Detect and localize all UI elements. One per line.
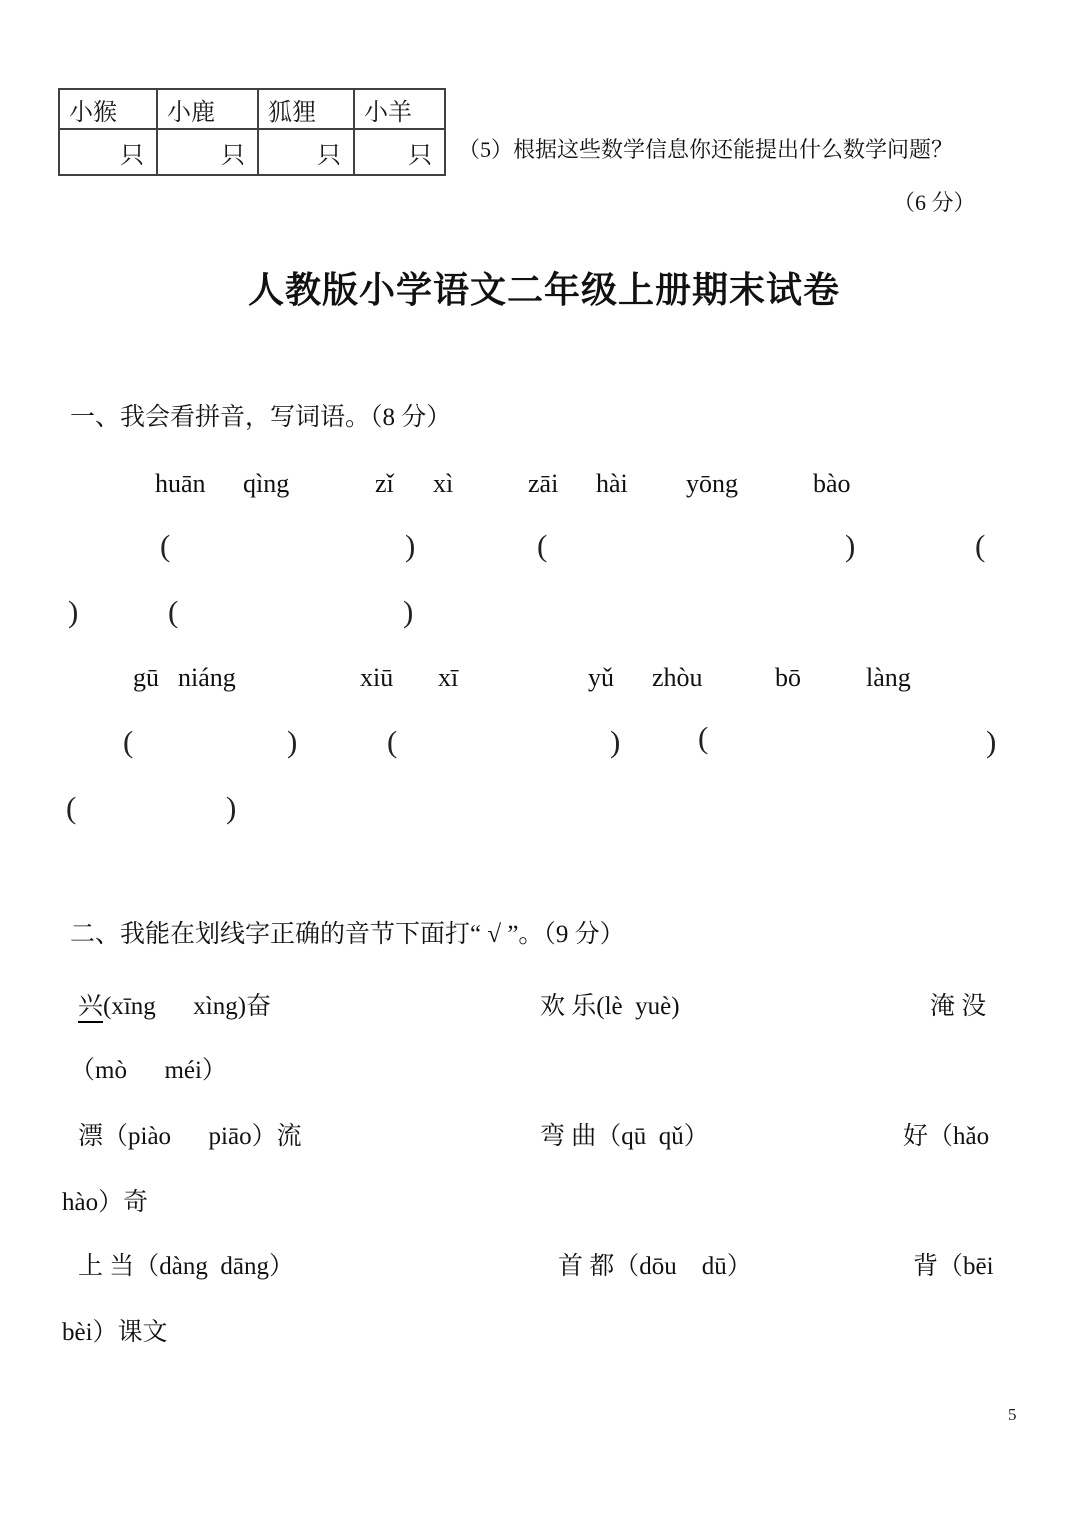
- question-5-score: （6 分）: [893, 190, 976, 215]
- choice-item: 上 当（dàng dāng）: [78, 1253, 294, 1280]
- pinyin-syllable: gū: [133, 663, 159, 692]
- answer-blank-paren: ): [403, 594, 414, 629]
- answer-blank-paren: (: [123, 724, 134, 759]
- unit-cell: 只: [59, 129, 157, 175]
- pinyin-syllable: yōng: [686, 469, 738, 498]
- answer-blank-paren: ): [405, 528, 416, 563]
- animal-count-table: [58, 88, 446, 176]
- section-2-heading: 二、我能在划线字正确的音节下面打“ √ ”。（9 分）: [70, 921, 625, 948]
- choice-item-rest: (xīng xìng)奋: [103, 993, 272, 1020]
- pinyin-syllable: xiū: [360, 663, 394, 692]
- table-header-cell: 狐狸: [258, 89, 354, 129]
- underlined-char: 兴: [78, 993, 103, 1023]
- pinyin-syllable: zāi: [528, 469, 559, 498]
- pinyin-syllable: huān: [155, 469, 206, 498]
- answer-blank-paren: (: [160, 528, 171, 563]
- choice-item: [78, 992, 271, 1022]
- unit-cell: 只: [258, 129, 354, 175]
- answer-blank-paren: (: [387, 724, 398, 759]
- choice-item: 好（hǎo: [903, 1123, 990, 1150]
- unit-cell: 只: [354, 129, 445, 175]
- choice-row-3-continuation: bèi）课文: [62, 1319, 168, 1346]
- choice-item: 欢 乐(lè yuè): [540, 993, 680, 1020]
- page-number: 5: [1008, 1405, 1017, 1424]
- pinyin-syllable: yǔ: [588, 663, 614, 692]
- choice-row-2-continuation: hào）奇: [62, 1189, 149, 1216]
- pinyin-syllable: làng: [866, 663, 911, 692]
- table-header-cell: 小猴: [59, 89, 157, 129]
- answer-blank-paren: (: [975, 528, 986, 563]
- pinyin-syllable: xì: [433, 469, 454, 498]
- section-1-heading: 一、我会看拼音，写词语。（8 分）: [70, 404, 452, 431]
- table-header-cell: 小鹿: [157, 89, 258, 129]
- answer-blank-paren: (: [66, 790, 77, 825]
- pinyin-syllable: zǐ: [375, 469, 394, 498]
- choice-item: 背（bēi: [913, 1253, 994, 1280]
- pinyin-syllable: qìng: [243, 469, 290, 498]
- answer-blank-paren: (: [168, 594, 179, 629]
- pinyin-syllable: niáng: [178, 663, 236, 692]
- answer-blank-paren: ): [287, 724, 298, 759]
- question-5-text: （5）根据这些数学信息你还能提出什么数学问题？: [458, 137, 954, 162]
- answer-blank-paren: ): [610, 724, 621, 759]
- choice-row-1-continuation: （mò méi）: [70, 1057, 227, 1084]
- choice-item: 淹 没: [930, 993, 987, 1020]
- answer-blank-paren: ): [68, 594, 79, 629]
- answer-blank-paren: ): [845, 528, 856, 563]
- pinyin-syllable: zhòu: [652, 663, 703, 692]
- pinyin-syllable: bào: [813, 469, 851, 498]
- choice-item: 首 都（dōu dū）: [558, 1253, 752, 1280]
- table-header-row: [59, 89, 445, 129]
- answer-blank-paren: ): [226, 790, 237, 825]
- table-unit-row: [59, 129, 445, 175]
- pinyin-syllable: xī: [438, 663, 459, 692]
- answer-blank-paren: (: [537, 528, 548, 563]
- exam-title: 人教版小学语文二年级上册期末试卷: [247, 270, 840, 310]
- pinyin-syllable: hài: [596, 469, 628, 498]
- answer-blank-paren: (: [698, 720, 709, 755]
- choice-item: 弯 曲（qū qǔ）: [540, 1123, 709, 1150]
- answer-blank-paren: ): [986, 724, 997, 759]
- unit-cell: 只: [157, 129, 258, 175]
- choice-item: 漂（piào piāo）流: [78, 1123, 302, 1150]
- table-header-cell: 小羊: [354, 89, 445, 129]
- pinyin-syllable: bō: [775, 663, 801, 692]
